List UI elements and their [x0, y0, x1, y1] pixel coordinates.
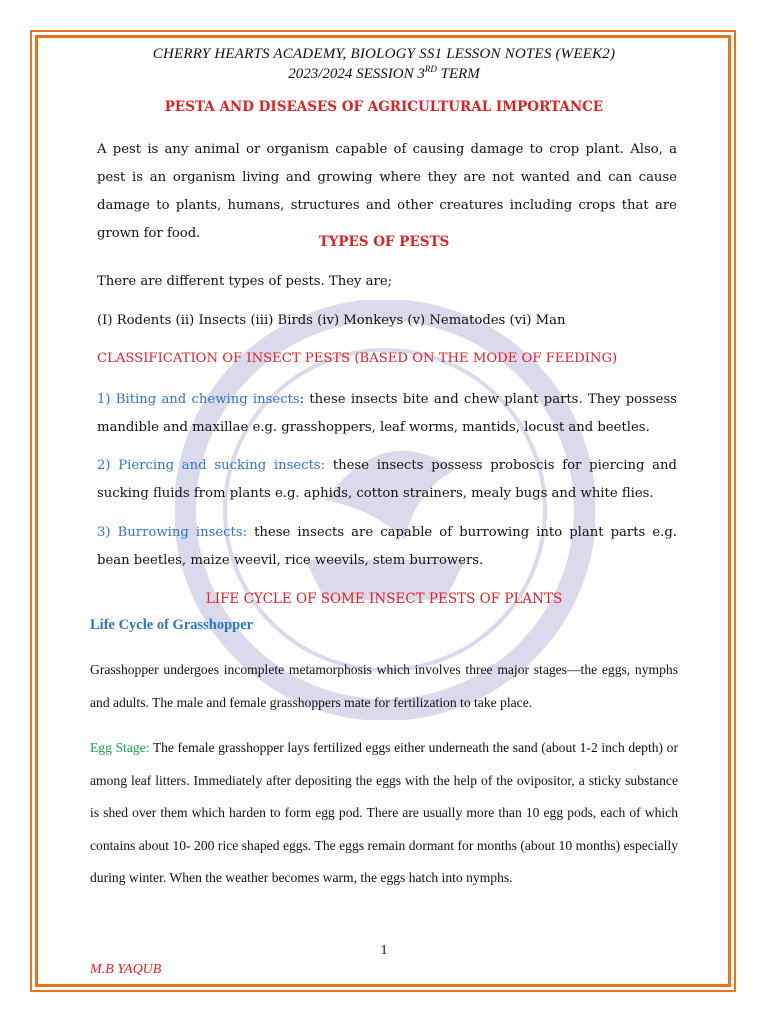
- author-footer: M.B YAQUB: [90, 962, 162, 977]
- header-line-1: CHERRY HEARTS ACADEMY, BIOLOGY SS1 LESSON NOTES (WEEK2): [152, 46, 616, 62]
- document-title: PESTA AND DISEASES OF AGRICULTURAL IMPORTANCE: [164, 99, 604, 115]
- grasshopper-heading: Life Cycle of Grasshopper: [90, 617, 254, 633]
- class-label: 1) Biting and chewing insects: [97, 392, 300, 407]
- classification-heading: CLASSIFICATION OF INSECT PESTS (BASED ON THE MODE OF FEEDING): [97, 351, 618, 366]
- types-intro: There are different types of pests. They are;: [97, 274, 393, 289]
- types-heading: TYPES OF PESTS: [318, 234, 450, 250]
- page-number: 1: [380, 943, 388, 958]
- class-label: 3) Burrowing insects:: [97, 525, 248, 540]
- egg-stage-label: Egg Stage:: [90, 740, 150, 755]
- grasshopper-intro: Grasshopper undergoes incomplete metamorphosis which involves three major stages—the eggs, nymphs and adults. The male and female grasshoppers mate for fertilization to take place.: [90, 662, 678, 710]
- class-item-biting: 1) Biting and chewing insects: these insects bite and chew plant parts. They possess mandible and maxillae e.g. grasshoppers, leaf worms, mantids, locust and beetles.: [97, 392, 677, 435]
- header-line-2: 2023/2024 SESSION 3RD TERM: [288, 64, 480, 82]
- intro-paragraph: A pest is any animal or organism capable of causing damage to crop plant. Also, a pest is an organism living and growing where they are not wanted and can cause damage to plants, humans, structures and other creatures including crops that are grown for food.: [97, 142, 677, 241]
- egg-stage-paragraph: Egg Stage: The female grasshopper lays fertilized eggs either underneath the sand (about 1-2 inch depth) or among leaf litters. Immediately after depositing the eggs with the help of the ovipositor, a sticky substance is shed over them which harden to form egg pod. There are usually more than 10 egg pods, each of which contains about 10- 200 rice shaped eggs. The eggs remain dormant for months (about 10 months) especially during winter. When the weather becomes warm, the eggs hatch into nymphs.: [90, 740, 678, 885]
- class-item-piercing: 2) Piercing and sucking insects: these insects possess proboscis for piercing and sucking fluids from plants e.g. aphids, cotton strainers, mealy bugs and white flies.: [97, 458, 677, 501]
- lifecycle-heading: LIFE CYCLE OF SOME INSECT PESTS OF PLANTS: [205, 591, 563, 607]
- types-list: (I) Rodents (ii) Insects (iii) Birds (iv) Monkeys (v) Nematodes (vi) Man: [97, 313, 566, 328]
- class-item-burrowing: 3) Burrowing insects: these insects are capable of burrowing into plant parts e.g. bean beetles, maize weevil, rice weevils, stem burrowers.: [97, 525, 677, 568]
- class-label: 2) Piercing and sucking insects:: [97, 458, 326, 473]
